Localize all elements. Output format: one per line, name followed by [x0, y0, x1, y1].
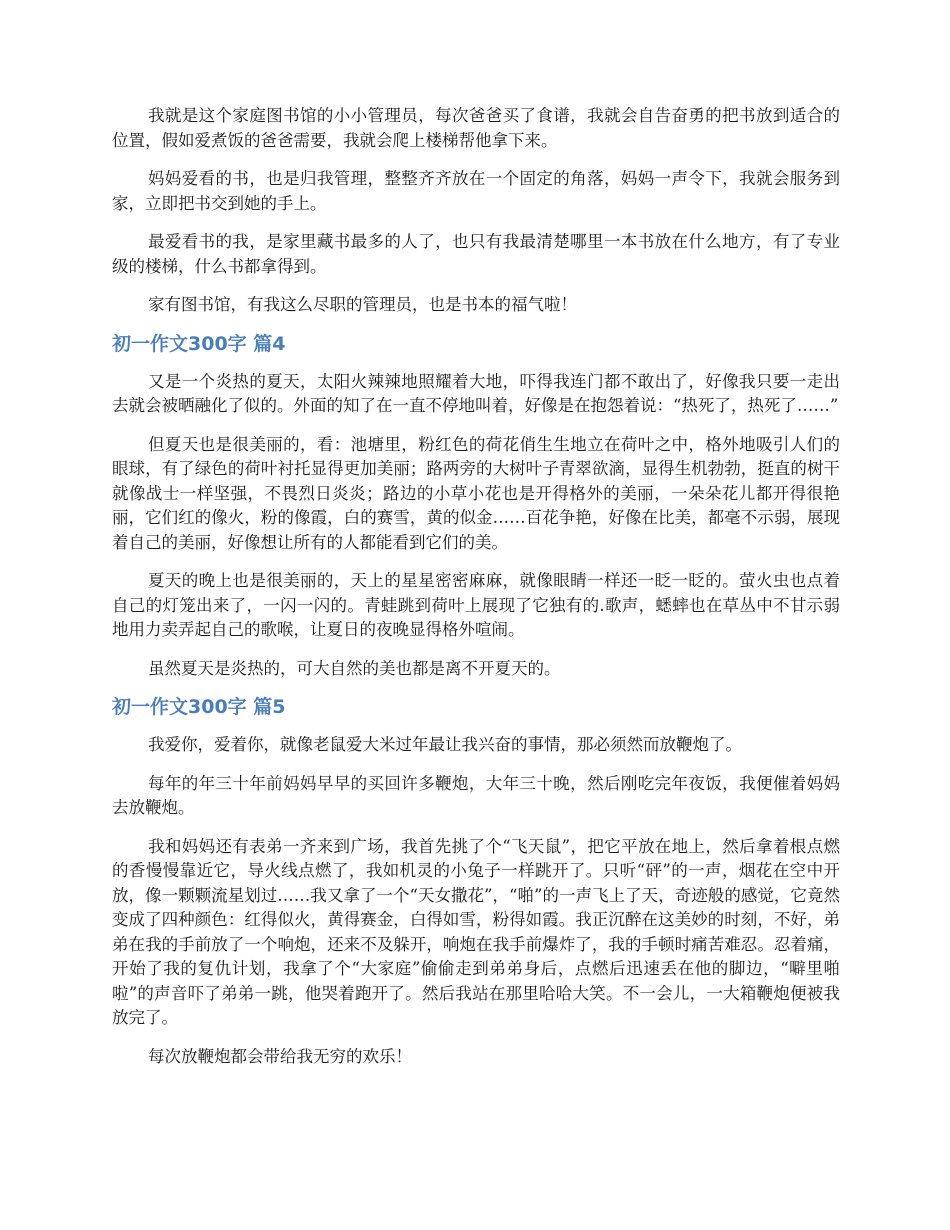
- paragraph: 每年的年三十年前妈妈早早的买回许多鞭炮，大年三十晚，然后刚吃完年夜饭，我便催着妈妈去放鞭炮。: [112, 773, 840, 817]
- paragraph: 但夏天也是很美丽的，看：池塘里，粉红色的荷花俏生生地立在荷叶之中，格外地吸引人们的眼球，有了绿色的荷叶衬托显得更加美丽；路两旁的大树叶子青翠欲滴，显得生机勃勃，挺直的树干就像战士一样坚强，不畏烈日炎炎；路边的小草小花也是开得格外的美丽，一朵朵花儿都开得很艳丽，它们红的像火，粉的像霞，白的赛雪，黄的似金……百花争艳，好像在比美，都毫不示弱，展现着自己的美丽，好像想让所有的人都能看到它们的美。: [112, 434, 840, 552]
- paragraph: 我和妈妈还有表弟一齐来到广场，我首先挑了个“飞天鼠”，把它平放在地上，然后拿着根点燃的香慢慢靠近它，导火线点燃了，我如机灵的小兔子一样跳开了。只听“砰”的一声，烟花在空中开放，像一颗颗流星划过……我又拿了一个“天女撒花”，“啪”的一声飞上了天，奇迹般的感觉，它竟然变成了四种颜色：红得似火，黄得赛金，白得如雪，粉得如霞。我正沉醉在这美妙的时刻，不好，弟弟在我的手前放了一个响炮，还来不及躲开，响炮在我手前爆炸了，我的手顿时痛苦难忍。忍着痛，开始了我的复仇计划，我拿了个“大家庭”偷偷走到弟弟身后，点燃后迅速丢在他的脚边，“噼里啪啦”的声音吓了弟弟一跳，他哭着跑开了。然后我站在那里哈哈大笑。不一会儿，一大箱鞭炮便被我放完了。: [112, 836, 840, 1027]
- paragraph: 又是一个炎热的夏天，太阳火辣辣地照耀着大地，吓得我连门都不敢出了，好像我只要一走出去就会被晒融化了似的。外面的知了在一直不停地叫着，好像是在抱怨着说：“热死了，热死了……”: [112, 371, 840, 415]
- section-heading-4: 初一作文300字 篇4: [112, 332, 286, 355]
- paragraph: 家有图书馆，有我这么尽职的管理员，也是书本的福气啦！: [148, 295, 577, 314]
- paragraph: 我爱你，爱着你，就像老鼠爱大米过年最让我兴奋的事情，那必须然而放鞭炮了。: [148, 735, 742, 754]
- paragraph: 虽然夏天是炎热的，可大自然的美也都是离不开夏天的。: [148, 658, 561, 678]
- paragraph: 夏天的晚上也是很美丽的，天上的星星密密麻麻，就像眼睛一样还一眨一眨的。萤火虫也点着自己的灯笼出来了，一闪一闪的。青蛙跳到荷叶上展现了它独有的.歌声，蟋蟀也在草丛中不甘示弱地用力卖弄起自己的歌喉，让夏日的夜晚显得格外喧闹。: [112, 571, 840, 639]
- paragraph: 妈妈爱看的书，也是归我管理，整整齐齐放在一个固定的角落，妈妈一声令下，我就会服务到家，立即把书交到她的手上。: [112, 169, 840, 213]
- paragraph: 每次放鞭炮都会带给我无穷的欢乐！: [148, 1046, 412, 1066]
- paragraph: 我就是这个家庭图书馆的小小管理员，每次爸爸买了食谱，我就会自告奋勇的把书放到适合的位置，假如爱煮饭的爸爸需要，我就会爬上楼梯帮他拿下来。: [112, 106, 840, 150]
- section-heading-5: 初一作文300字 篇5: [112, 696, 286, 718]
- document-page: [112, 104, 840, 1083]
- paragraph: 最爱看书的我，是家里藏书最多的人了，也只有我最清楚哪里一本书放在什么地方，有了专业级的楼梯，什么书都拿得到。: [112, 232, 840, 276]
